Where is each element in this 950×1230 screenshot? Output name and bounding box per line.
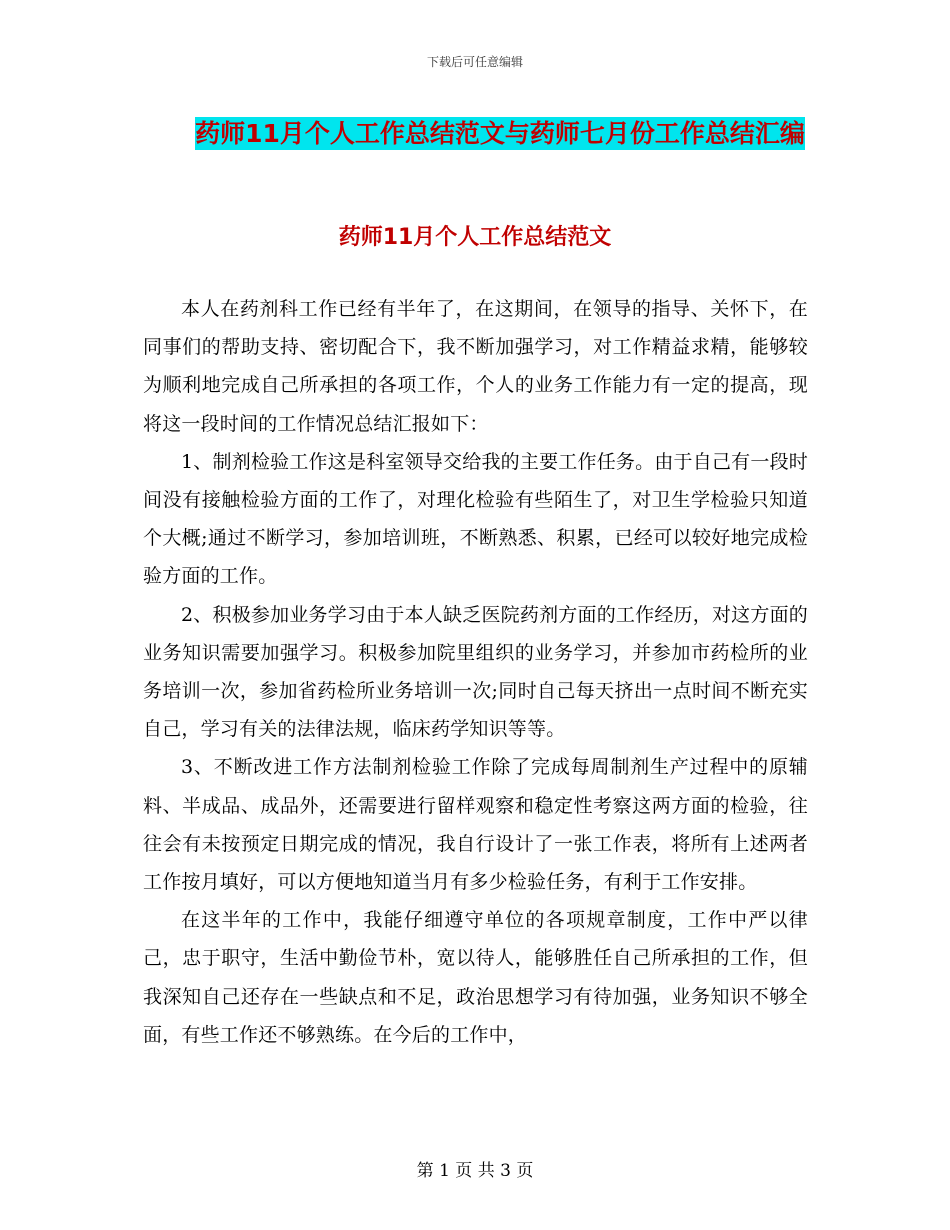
paragraph-conclusion: 在这半年的工作中，我能仔细遵守单位的各项规章制度，工作中严以律己，忠于职守，生活中勤俭节朴，宽以待人，能够胜任自己所承担的工作，但我深知自己还存在一些缺点和不足，政治思想学习有待加强，业务知识不够全面，有些工作还不够熟练。在今后的工作中， — [143, 909, 808, 1046]
document-title-highlight: 药师11月个人工作总结范文与药师七月份工作总结汇编 — [195, 119, 805, 148]
document-body — [143, 290, 808, 1054]
paragraph-item-3: 3、不断改进工作方法制剂检验工作除了完成每周制剂生产过程中的原辅料、半成品、成品外，还需要进行留样观察和稳定性考察这两方面的检验，往往会有未按预定日期完成的情况，我自行设计了一张工作表，将所有上述两者工作按月填好，可以方便地知道当月有多少检验任务，有利于工作安排。 — [143, 756, 808, 894]
page-number: 第 1 页 共 3 页 — [416, 1161, 534, 1181]
document-title — [150, 110, 850, 157]
section-title: 药师11月个人工作总结范文 — [338, 225, 612, 250]
paragraph-intro: 本人在药剂科工作已经有半年了，在这期间，在领导的指导、关怀下，在同事们的帮助支持、密切配合下，我不断加强学习，对工作精益求精，能够较为顺利地完成自己所承担的各项工作，个人的业务工作能力有一定的提高，现将这一段时间的工作情况总结汇报如下： — [143, 298, 808, 435]
paragraph-item-1: 1、制剂检验工作这是科室领导交给我的主要工作任务。由于自己有一段时间没有接触检验方面的工作了，对理化检验有些陌生了，对卫生学检验只知道个大概;通过不断学习，参加培训班，不断熟悉、积累，已经可以较好地完成检验方面的工作。 — [143, 450, 808, 588]
page-header-note: 下载后可任意编辑 — [426, 55, 523, 69]
paragraph-item-2: 2、积极参加业务学习由于本人缺乏医院药剂方面的工作经历，对这方面的业务知识需要加强学习。积极参加院里组织的业务学习，并参加市药检所的业务培训一次，参加省药检所业务培训一次;同时自己每天挤出一点时间不断充实自己，学习有关的法律法规，临床药学知识等等。 — [143, 603, 808, 741]
